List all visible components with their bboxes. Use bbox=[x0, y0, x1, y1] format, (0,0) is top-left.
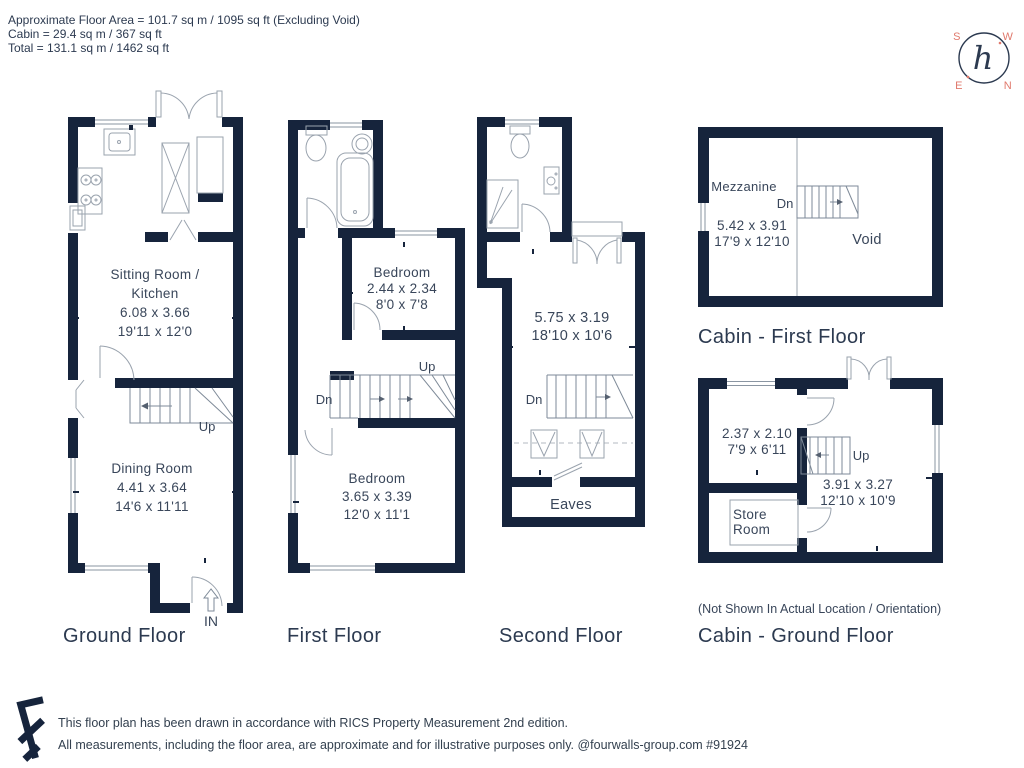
mezzanine-imperial: 17'9 x 12'10 bbox=[714, 234, 790, 249]
cabin-ground-floor-label: Cabin - Ground Floor bbox=[698, 625, 894, 647]
first-floor-plan bbox=[287, 120, 465, 647]
cabin-first-stairs-dn-label: Dn bbox=[776, 196, 794, 211]
bedroom-large-metric: 3.65 x 3.39 bbox=[341, 489, 413, 504]
window bbox=[395, 228, 437, 238]
skylight-icon bbox=[580, 430, 604, 458]
window bbox=[727, 378, 775, 389]
footer-line-2: All measurements, including the floor area, are approximate and for illustrative purposes only. @fourwalls-group.com #91924 bbox=[58, 738, 748, 752]
window bbox=[932, 425, 943, 473]
cabin-small-room-imperial: 7'9 x 6'11 bbox=[727, 442, 787, 457]
header-line-3: Total = 131.1 sq m / 1462 sq ft bbox=[8, 41, 170, 55]
compass-dot-w bbox=[999, 42, 1002, 45]
door-arc bbox=[307, 198, 337, 228]
ground-floor-plan bbox=[63, 91, 243, 647]
void-label: Void bbox=[852, 232, 882, 248]
french-doors bbox=[847, 357, 891, 380]
window bbox=[288, 455, 298, 513]
tall-unit-icon bbox=[162, 143, 189, 213]
header-line-2: Cabin = 29.4 sq m / 367 sq ft bbox=[8, 27, 162, 41]
sitting-room-imperial: 19'11 x 12'0 bbox=[117, 324, 193, 339]
dining-room-name: Dining Room bbox=[111, 461, 193, 476]
compass-dot-e bbox=[967, 76, 970, 79]
ground-stairs-up-label: Up bbox=[198, 419, 216, 434]
dining-room-imperial: 14'6 x 11'11 bbox=[115, 499, 189, 514]
store-room-name-1: Store bbox=[733, 507, 767, 522]
counter-icon bbox=[197, 137, 223, 193]
cabin-first-floor-plan bbox=[698, 127, 943, 348]
second-room-metric: 5.75 x 3.19 bbox=[534, 310, 610, 326]
door-arc bbox=[170, 220, 196, 240]
compass-letter-s: S bbox=[953, 31, 961, 43]
bath-icon bbox=[337, 153, 373, 226]
footer-line-1: This floor plan has been drawn in accordance with RICS Property Measurement 2nd edition. bbox=[58, 716, 568, 730]
compass-letter-n: N bbox=[1003, 80, 1013, 92]
stairs-icon bbox=[797, 186, 858, 218]
store-room-name-2: Room bbox=[733, 522, 771, 537]
basin-icon bbox=[352, 134, 372, 154]
fourwalls-logo-icon bbox=[1, 694, 65, 762]
header-line-1: Approximate Floor Area = 101.7 sq m / 1095 sq ft (Excluding Void) bbox=[8, 13, 360, 27]
cabin-ground-stairs-up-label: Up bbox=[852, 448, 870, 463]
footer bbox=[1, 694, 748, 762]
cabin-ground-floor-plan bbox=[698, 357, 943, 647]
second-floor-plan bbox=[477, 117, 645, 647]
header-area-summary bbox=[8, 13, 360, 55]
window bbox=[310, 563, 375, 573]
mezzanine-metric: 5.42 x 3.91 bbox=[716, 218, 788, 233]
ground-floor-label: Ground Floor bbox=[63, 625, 186, 647]
second-floor-label: Second Floor bbox=[499, 625, 623, 647]
cabin-small-room-metric: 2.37 x 2.10 bbox=[721, 426, 793, 441]
shower-icon bbox=[487, 180, 518, 228]
eaves-label: Eaves bbox=[550, 497, 592, 513]
window bbox=[68, 458, 78, 513]
french-doors bbox=[572, 222, 622, 264]
dining-room-metric: 4.41 x 3.64 bbox=[116, 480, 188, 495]
cabin-main-room-imperial: 12'10 x 10'9 bbox=[820, 493, 896, 508]
stairs-icon bbox=[130, 388, 233, 423]
cabin-main-room-metric: 3.91 x 3.27 bbox=[822, 477, 894, 492]
door-arc bbox=[807, 398, 834, 425]
bedroom-large-imperial: 12'0 x 11'1 bbox=[343, 507, 411, 522]
basin-icon bbox=[544, 167, 559, 194]
bedroom-small-metric: 2.44 x 2.34 bbox=[366, 281, 438, 296]
stairs-icon bbox=[330, 375, 455, 418]
door-arc bbox=[100, 346, 134, 380]
window bbox=[330, 120, 362, 130]
door-arc bbox=[305, 428, 332, 455]
bedroom-large-name: Bedroom bbox=[348, 471, 406, 486]
stairs-icon bbox=[801, 437, 850, 474]
first-stairs-dn-label: Dn bbox=[315, 392, 333, 407]
sitting-room-metric: 6.08 x 3.66 bbox=[119, 305, 191, 320]
bedroom-small-imperial: 8'0 x 7'8 bbox=[375, 297, 429, 312]
sitting-room-name-1: Sitting Room / bbox=[110, 267, 200, 282]
toilet-icon bbox=[510, 126, 530, 158]
door-arc bbox=[807, 508, 831, 532]
cabin-location-note: (Not Shown In Actual Location / Orientation) bbox=[698, 602, 942, 616]
second-room-imperial: 18'10 x 10'6 bbox=[531, 328, 613, 344]
fireplace-recess bbox=[68, 380, 84, 418]
entrance-in-label: IN bbox=[204, 613, 218, 629]
compass-letter-w: W bbox=[1002, 31, 1014, 43]
stairs-icon bbox=[547, 375, 633, 418]
door-arc bbox=[522, 204, 550, 232]
compass-letter-e: E bbox=[955, 80, 963, 92]
window bbox=[95, 117, 148, 127]
first-stairs-up-label: Up bbox=[418, 359, 436, 374]
window bbox=[85, 563, 148, 573]
compass-icon bbox=[953, 31, 1013, 92]
second-stairs-dn-label: Dn bbox=[525, 392, 543, 407]
compass-logo-h: h bbox=[972, 39, 994, 77]
entrance-door bbox=[192, 577, 222, 606]
window bbox=[698, 203, 709, 231]
bedroom-small-name: Bedroom bbox=[373, 265, 431, 280]
sink-icon bbox=[104, 125, 135, 155]
sitting-room-name-2: Kitchen bbox=[131, 286, 179, 301]
mezzanine-name: Mezzanine bbox=[711, 179, 777, 194]
skylight-icon bbox=[531, 430, 557, 458]
french-doors bbox=[156, 91, 222, 119]
cabin-first-floor-label: Cabin - First Floor bbox=[698, 326, 866, 348]
toilet-icon bbox=[306, 126, 327, 161]
first-floor-label: First Floor bbox=[287, 625, 382, 647]
